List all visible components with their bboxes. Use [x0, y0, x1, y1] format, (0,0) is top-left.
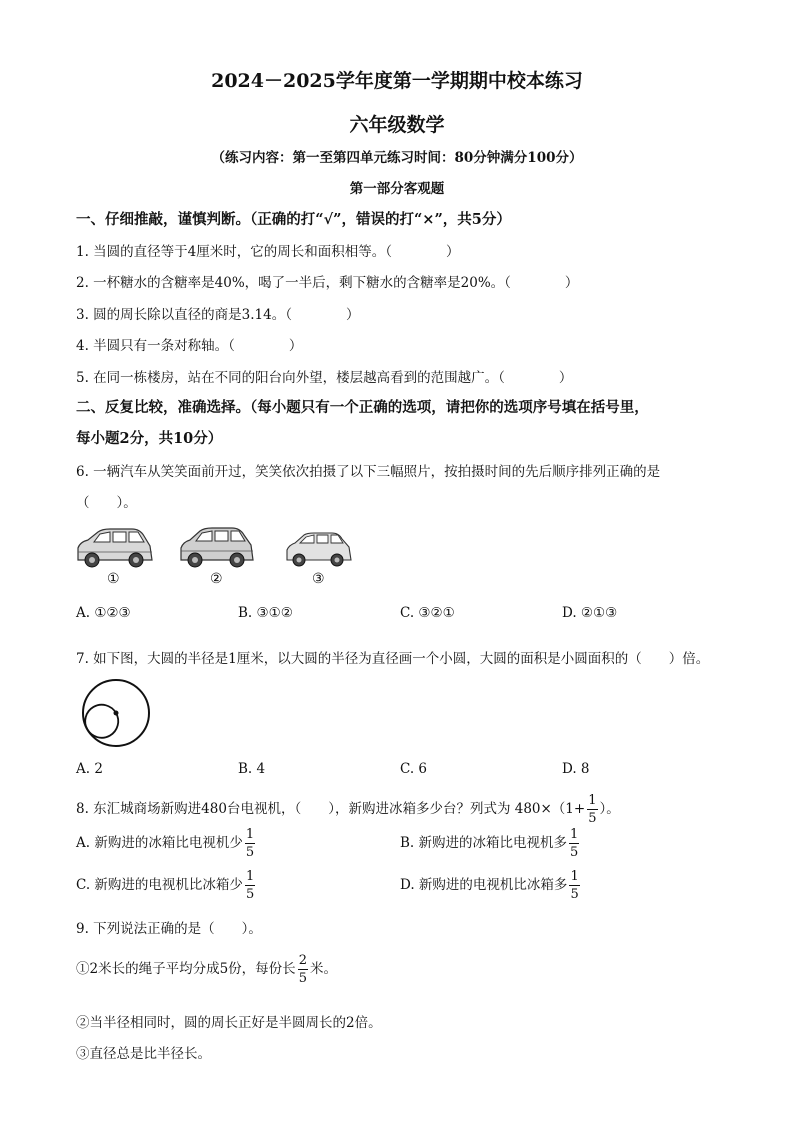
q9-statement-3: ③直径总是比半径长。: [76, 1046, 211, 1062]
q7-option-b: B. 4: [238, 761, 266, 777]
photo-label-1: ①: [107, 571, 120, 587]
q8-text: [76, 794, 620, 825]
judge-item-4: 4. 半圆只有一条对称轴。（ ）: [76, 338, 303, 354]
exam-info: （练习内容：第一至第四单元练习时间：80分钟满分100分）: [211, 150, 583, 166]
q9-s1-den: 5: [298, 971, 307, 986]
photo-label-3: ③: [312, 571, 325, 587]
q8-option-a: [76, 828, 257, 859]
q9-s1-before: ①2米长的绳子平均分成5份，每份长: [76, 961, 296, 977]
q8-option-a-text: A. 新购进的冰箱比电视机少: [76, 835, 243, 851]
q9-text: 9. 下列说法正确的是（ ）。: [76, 921, 262, 937]
q9-statement-2: ②当半径相同时，圆的周长正好是半圆周长的2倍。: [76, 1015, 382, 1031]
q6-option-b: B. ③①②: [238, 605, 293, 621]
q8-frac-den: 5: [588, 811, 597, 826]
car-photo-3: [284, 530, 354, 570]
q8-option-b: [400, 828, 581, 859]
q6-text-line1: 6. 一辆汽车从笑笑面前开过，笑笑依次拍摄了以下三幅照片，按拍摄时间的先后顺序排列正确的是: [76, 464, 661, 480]
q8-option-b-fraction: [569, 828, 579, 859]
q7-text: 7. 如下图，大圆的半径是1厘米，以大圆的半径为直径画一个小圆，大圆的面积是小圆面积的（ ）倍。: [76, 651, 710, 667]
q8-frac-num: 1: [588, 793, 597, 808]
q8-option-c-num: 1: [245, 869, 255, 884]
car-photo-1: [74, 526, 154, 570]
q9-s1-num: 2: [298, 953, 307, 968]
q7-option-c: C. 6: [400, 761, 428, 777]
circles-figure: [80, 676, 154, 750]
q8-option-c-fraction: [245, 870, 255, 901]
part-title: 第一部分客观题: [349, 181, 445, 197]
q7-option-a: A. 2: [76, 761, 103, 777]
section1-heading: 一、仔细推敲，谨慎判断。（正确的打“√”，错误的打“×”，共5分）: [76, 211, 511, 228]
q8-option-c-text: C. 新购进的电视机比冰箱少: [76, 877, 243, 893]
q9-statement-1: [76, 954, 337, 985]
q6-option-d: D. ②①③: [562, 605, 618, 621]
page-title: 2024－2025学年度第一学期期中校本练习: [211, 70, 583, 92]
q8-option-d-fraction: [569, 870, 579, 901]
q9-s1-after: 米。: [309, 961, 337, 977]
judge-item-3: 3. 圆的周长除以直径的商是3.14。（ ）: [76, 307, 360, 323]
judge-item-5: 5. 在同一栋楼房，站在不同的阳台向外望，楼层越高看到的范围越广。（ ）: [76, 370, 573, 386]
section2-heading-line1: 二、反复比较，准确选择。（每小题只有一个正确的选项，请把你的选项序号填在括号里，: [76, 399, 649, 416]
q8-option-a-den: 5: [245, 845, 255, 860]
q8-option-c: [76, 870, 257, 901]
q8-option-a-fraction: [245, 828, 255, 859]
q7-option-d: D. 8: [562, 761, 590, 777]
q8-option-c-den: 5: [245, 887, 255, 902]
judge-item-1: 1. 当圆的直径等于4厘米时，它的周长和面积相等。（ ）: [76, 244, 460, 260]
q8-text-after: ）。: [599, 801, 620, 817]
q8-option-b-num: 1: [570, 827, 579, 842]
q6-option-c: C. ③②①: [400, 605, 455, 621]
q8-option-b-den: 5: [570, 845, 579, 860]
q6-text-line2: （ ）。: [76, 495, 137, 511]
car-photo-2: [178, 526, 256, 570]
section2-heading-line2: 每小题2分，共10分）: [76, 430, 223, 447]
photo-label-2: ②: [210, 571, 223, 587]
q8-text-before: 8. 东汇城商场新购进480台电视机，（ ），新购进冰箱多少台？列式为 480×（1+: [76, 801, 586, 817]
q8-option-d-num: 1: [570, 869, 579, 884]
q8-option-b-text: B. 新购进的冰箱比电视机多: [400, 835, 568, 851]
q8-option-a-num: 1: [245, 827, 255, 842]
q8-option-d: [400, 870, 582, 901]
q8-option-d-text: D. 新购进的电视机比冰箱多: [400, 877, 568, 893]
subject-title: 六年级数学: [349, 114, 445, 136]
judge-item-2: 2. 一杯糖水的含糖率是40%，喝了一半后，剩下糖水的含糖率是20%。（ ）: [76, 275, 579, 291]
q9-s1-fraction: [298, 954, 308, 985]
q6-option-a: A. ①②③: [76, 605, 131, 621]
q8-option-d-den: 5: [570, 887, 579, 902]
q8-fraction: [587, 794, 597, 825]
